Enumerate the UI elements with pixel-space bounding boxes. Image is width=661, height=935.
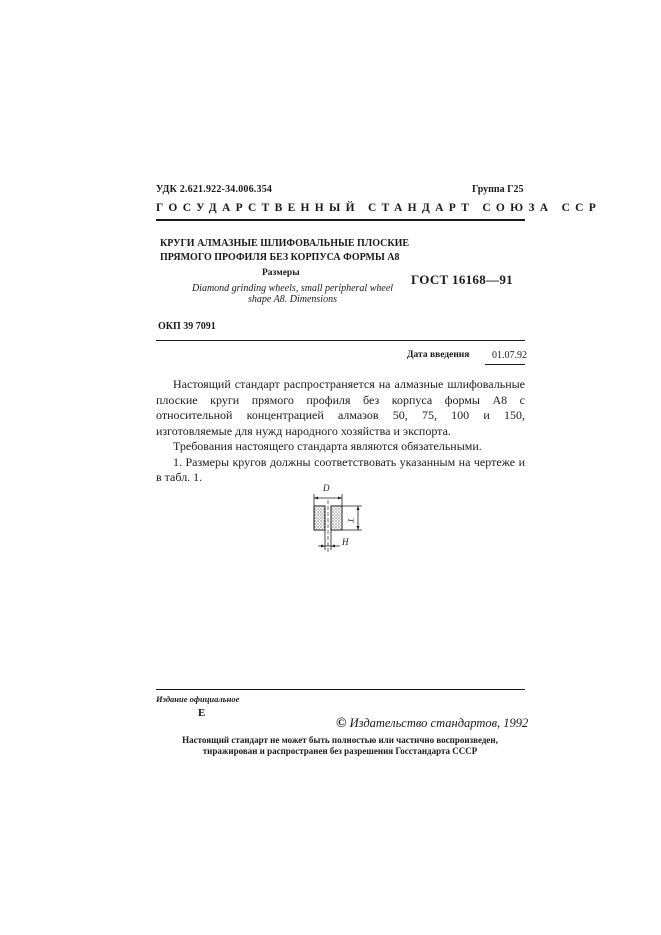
dimension-d-arrow-right — [338, 497, 342, 500]
wheel-drawing — [296, 478, 376, 558]
title-line-2: ПРЯМОГО ПРОФИЛЯ БЕЗ КОРПУСА ФОРМЫ А8 — [160, 252, 400, 263]
effective-date-label: Дата введения — [407, 350, 470, 360]
body-text — [156, 377, 525, 486]
dimension-d-arrow-left — [314, 497, 318, 500]
gost-number: ГОСТ 16168—91 — [411, 272, 513, 287]
edition-letter: Е — [198, 707, 206, 719]
title-line-1: КРУГИ АЛМАЗНЫЕ ШЛИФОВАЛЬНЫЕ ПЛОСКИЕ — [160, 238, 410, 249]
copyright-icon: © — [336, 716, 347, 731]
dimension-t-arrow-bottom — [357, 526, 360, 530]
label-d: D — [323, 483, 330, 493]
udk-code: УДК 2.621.922-34.006.354 — [156, 184, 273, 195]
header-rule — [156, 219, 525, 221]
edition-label: Издание официальное — [156, 694, 240, 704]
effective-date-value: 01.07.92 — [492, 350, 527, 361]
state-standard-heading: ГОСУДАРСТВЕННЫЙ СТАНДАРТ СОЮЗА ССР — [156, 202, 602, 214]
english-title: Diamond grinding wheels, small peripheral wheel shape A8. Dimensions — [191, 283, 394, 305]
paragraph-scope: Настоящий стандарт распространяется на алмазные шлифовальные плоские круги прямого профиля без корпуса формы А8 с относительной концентрацией алмазов 50, 75, 100 и 150, изготовляемые для нужд народного хозяйства и экспорта. — [156, 377, 525, 438]
wheel-left-section — [314, 506, 325, 530]
copyright-line — [336, 716, 528, 732]
okp-code: ОКП 39 7091 — [158, 321, 216, 332]
group-code: Группа Г25 — [472, 184, 524, 195]
label-h: H — [342, 537, 349, 547]
paragraph-mandatory: Требования настоящего стандарта являются обязательными. — [173, 439, 482, 453]
dimension-h-arrow-left — [321, 545, 325, 548]
footer-rule — [156, 689, 525, 690]
okp-rule — [156, 340, 525, 341]
date-underline — [485, 364, 525, 365]
dimension-h-arrow-right — [331, 545, 335, 548]
wheel-right-section — [331, 506, 342, 530]
subtitle: Размеры — [262, 268, 300, 278]
copyright-text: Издательство стандартов, 1992 — [349, 716, 529, 730]
reproduction-note: Настоящий стандарт не может быть полностью или частично воспроизведен, тиражирован и распространен без разрешения Госстандарта СССР — [182, 735, 498, 756]
label-t: T — [346, 518, 355, 523]
dimension-t-arrow-top — [357, 506, 360, 510]
document-title — [160, 237, 409, 265]
paragraph-dimensions: 1. Размеры кругов должны соответствовать указанным на чертеже и в табл. 1. — [156, 454, 525, 484]
